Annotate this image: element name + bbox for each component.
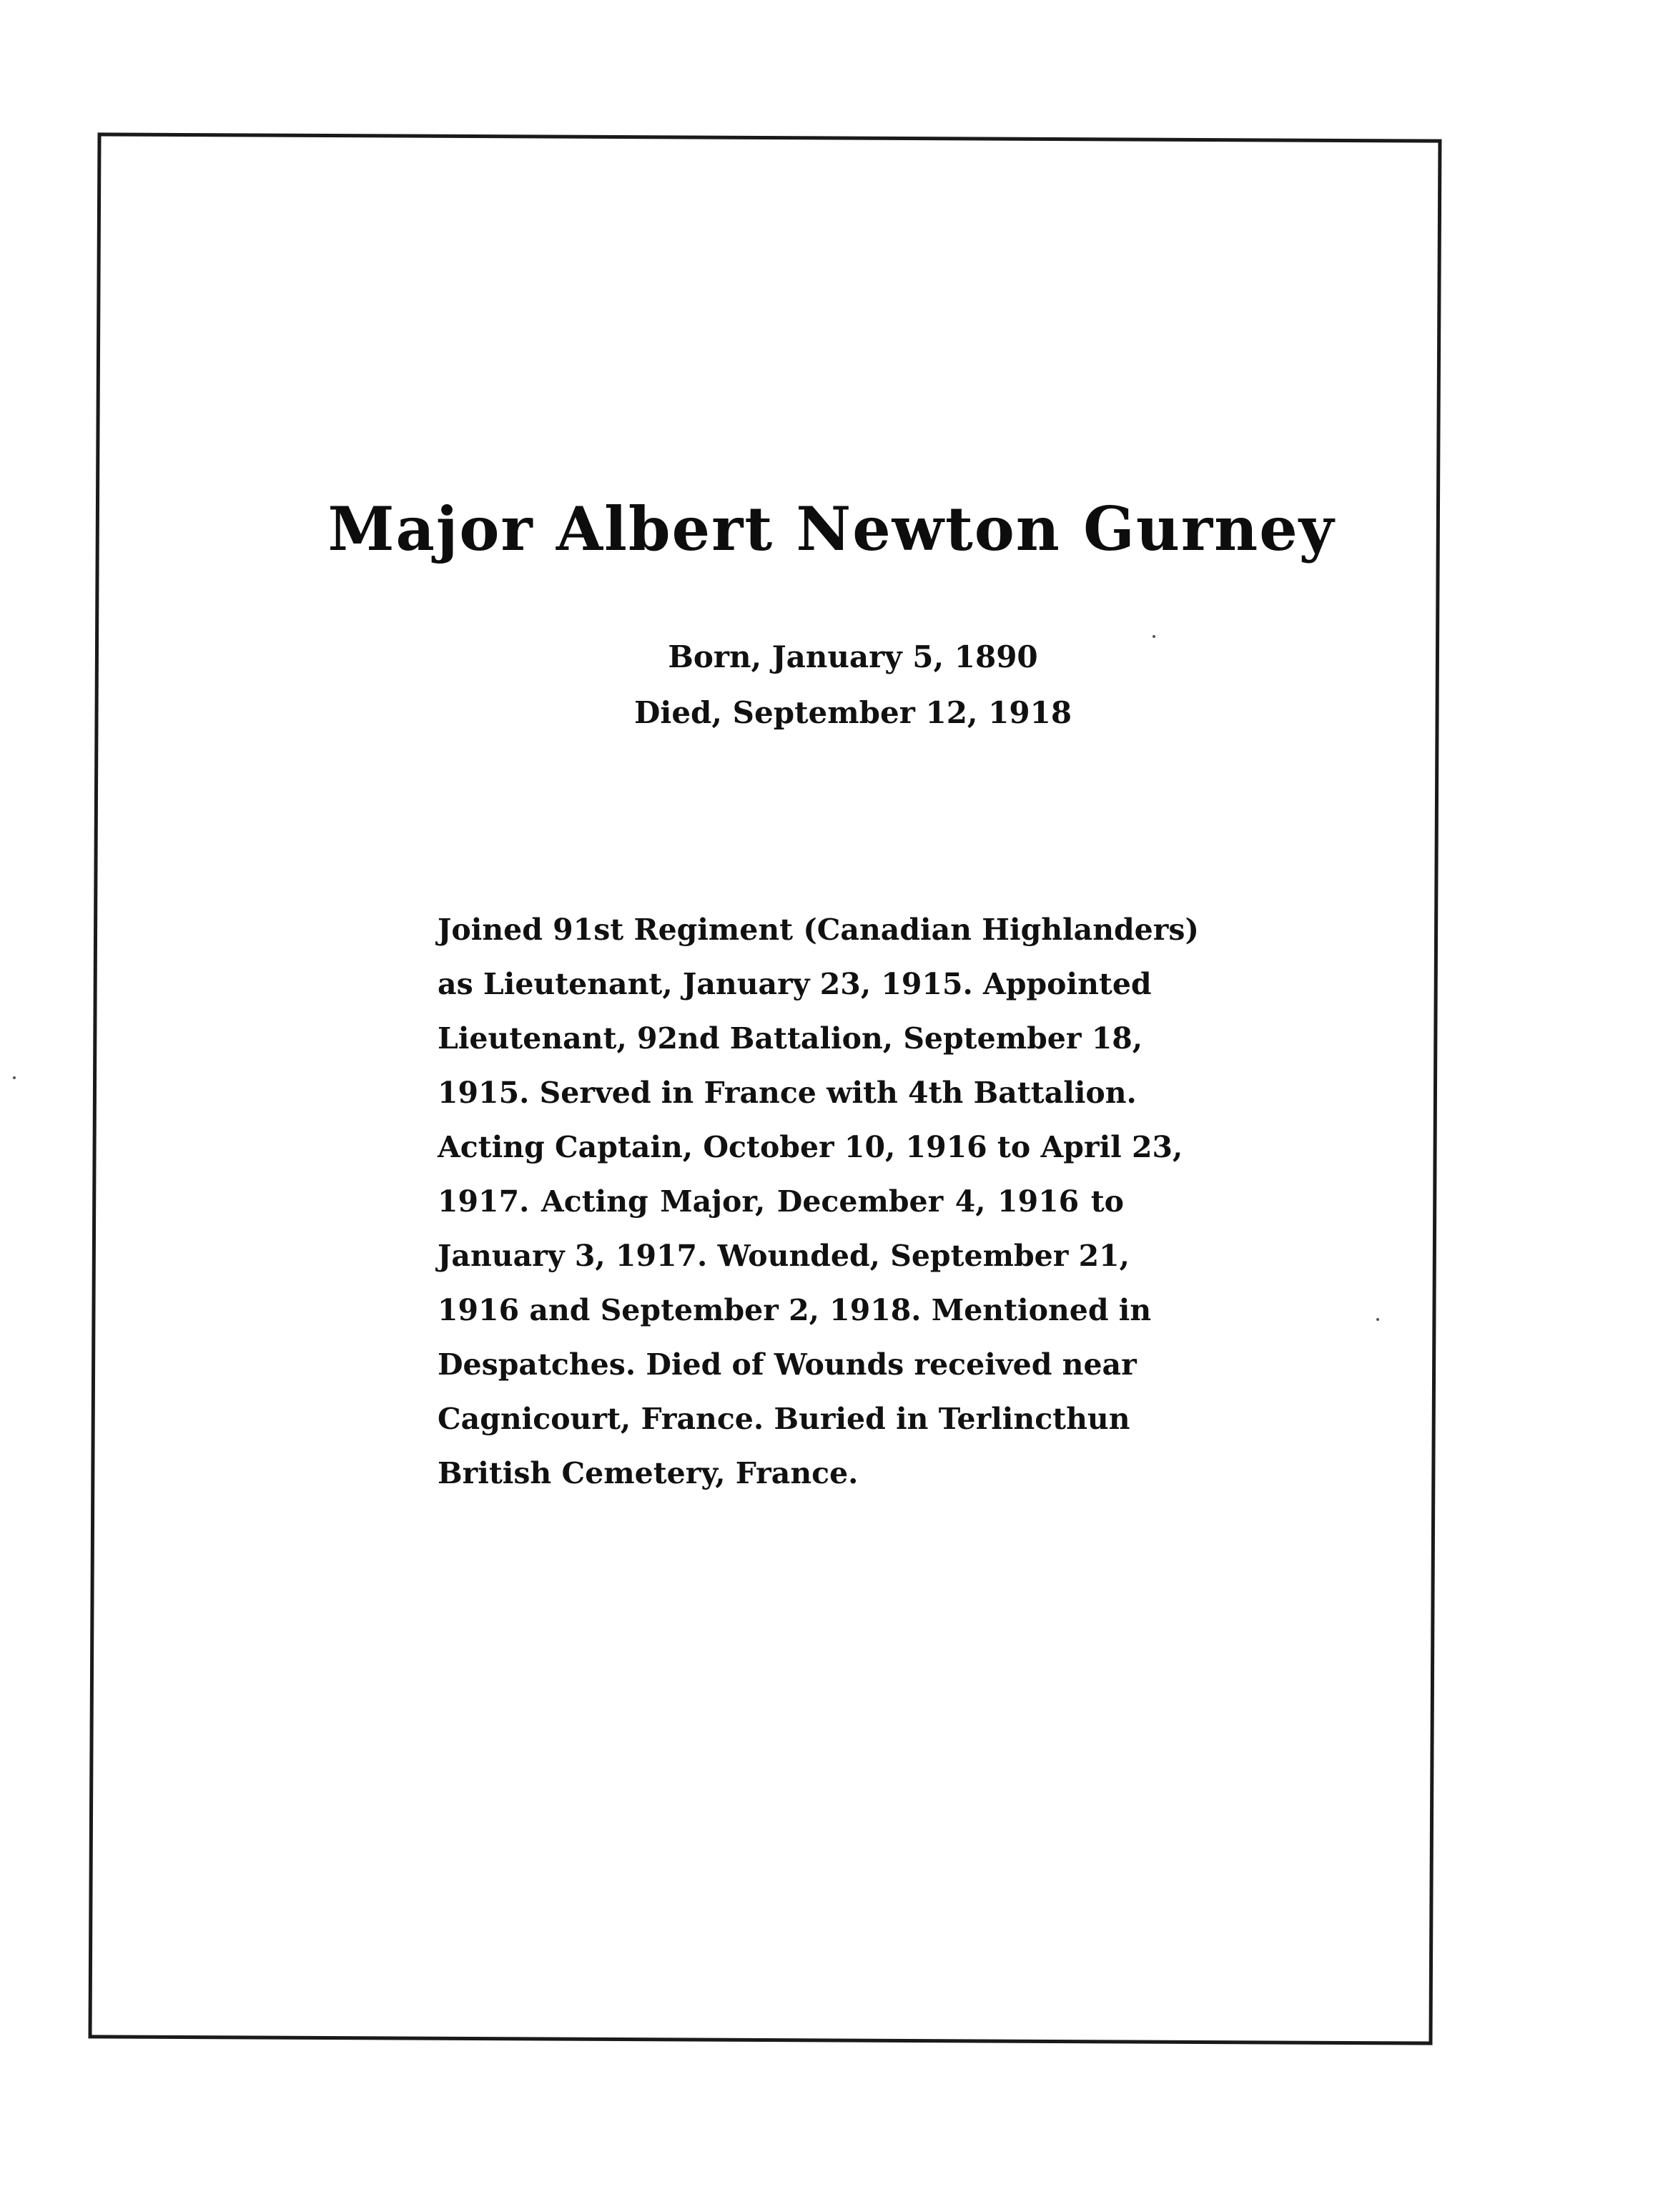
- biography-line: Lieutenant, 92nd Battalion, September 18,: [438, 1021, 1143, 1056]
- biography-line: British Cemetery, France.: [438, 1456, 859, 1490]
- biography-line: Despatches. Died of Wounds received near: [438, 1347, 1137, 1382]
- death-date: Died, September 12, 1918: [633, 695, 1072, 730]
- birth-date: Born, January 5, 1890: [668, 639, 1038, 674]
- scan-speck: [1153, 635, 1155, 638]
- biography-line: 1917. Acting Major, December 4, 1916 to: [438, 1184, 1124, 1219]
- service-biography: [438, 903, 1199, 1500]
- biography-line: January 3, 1917. Wounded, September 21,: [438, 1239, 1130, 1273]
- life-dates: [0, 629, 1663, 741]
- biography-line: as Lieutenant, January 23, 1915. Appointed: [438, 967, 1152, 1001]
- scan-speck: [13, 1076, 16, 1079]
- biography-line: Acting Captain, October 10, 1916 to April 23,: [438, 1130, 1183, 1164]
- biography-line: 1915. Served in France with 4th Battalion.: [438, 1076, 1137, 1110]
- biography-line: Joined 91st Regiment (Canadian Highlanders): [438, 913, 1199, 947]
- biography-line: 1916 and September 2, 1918. Mentioned in: [438, 1293, 1152, 1327]
- memorial-title: Major Albert Newton Gurney: [327, 493, 1336, 564]
- biography-line: Cagnicourt, France. Buried in Terlincthun: [438, 1402, 1130, 1436]
- scan-speck: [1376, 1318, 1379, 1321]
